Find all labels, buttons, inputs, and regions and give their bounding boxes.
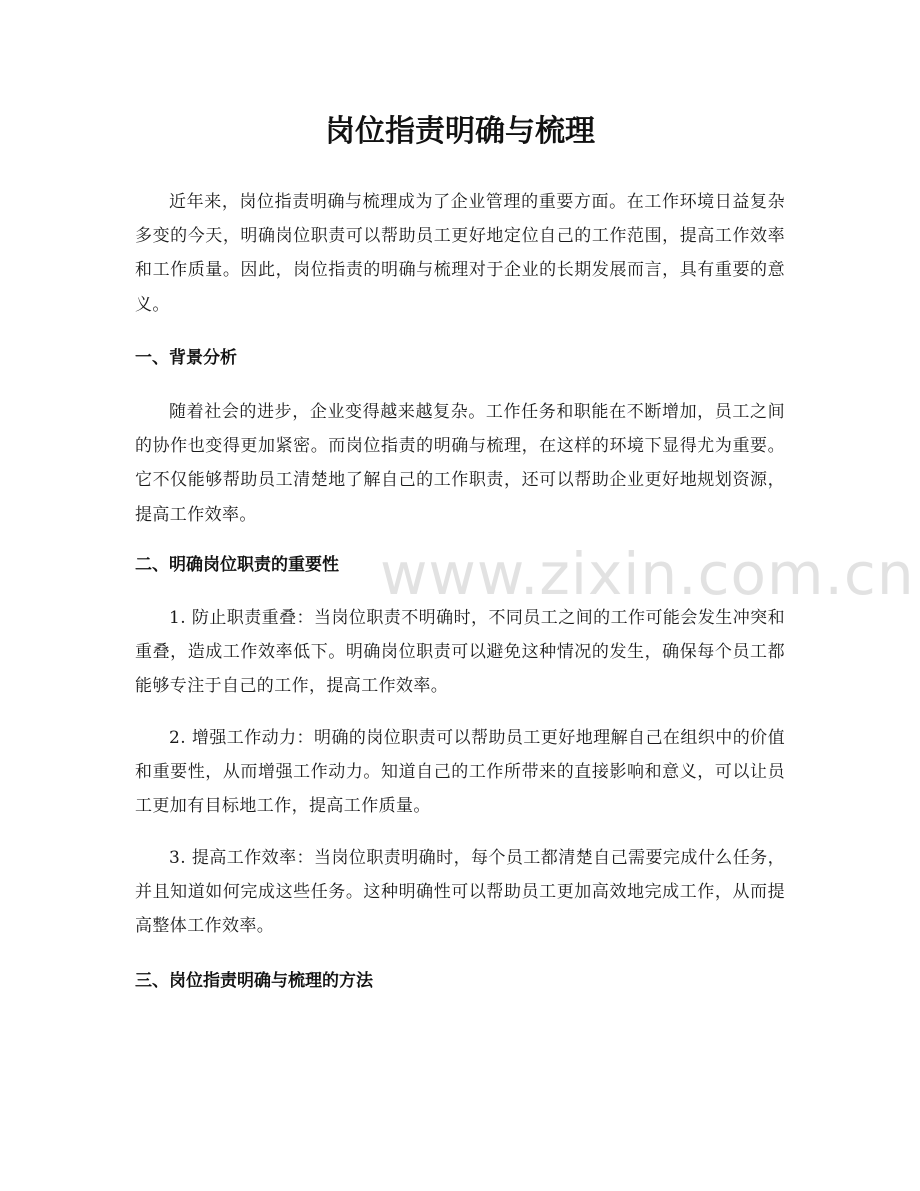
site-watermark: www.zixin.com.cn — [380, 540, 915, 608]
section-heading-importance: 二、明确岗位职责的重要性 — [135, 555, 339, 575]
document-title: 岗位指责明确与梳理 — [325, 114, 595, 149]
section-heading-background: 一、背景分析 — [135, 348, 237, 368]
importance-item-2: 2. 增强工作动力：明确的岗位职责可以帮助员工更好地理解自己在组织中的价值和重要性，从而增强工作动力。知道自己的工作所带来的直接影响和意义，可以让员工更加有目标地工作，提高工作质量。 — [135, 728, 785, 817]
importance-item-1: 1. 防止职责重叠：当岗位职责不明确时，不同员工之间的工作可能会发生冲突和重叠，造成工作效率低下。明确岗位职责可以避免这种情况的发生，确保每个员工都能够专注于自己的工作，提高工作效率。 — [135, 608, 785, 697]
section-heading-methods: 三、岗位指责明确与梳理的方法 — [135, 971, 373, 991]
background-paragraph: 随着社会的进步，企业变得越来越复杂。工作任务和职能在不断增加，员工之间的协作也变得更加紧密。而岗位指责的明确与梳理，在这样的环境下显得尤为重要。它不仅能够帮助员工清楚地了解自己的工作职责，还可以帮助企业更好地规划资源，提高工作效率。 — [135, 402, 785, 525]
intro-paragraph: 近年来，岗位指责明确与梳理成为了企业管理的重要方面。在工作环境日益复杂多变的今天，明确岗位职责可以帮助员工更好地定位自己的工作范围，提高工作效率和工作质量。因此，岗位指责的明确与梳理对于企业的长期发展而言，具有重要的意义。 — [135, 192, 785, 315]
importance-item-3: 3. 提高工作效率：当岗位职责明确时，每个员工都清楚自己需要完成什么任务，并且知道如何完成这些任务。这种明确性可以帮助员工更加高效地完成工作，从而提高整体工作效率。 — [135, 848, 785, 937]
